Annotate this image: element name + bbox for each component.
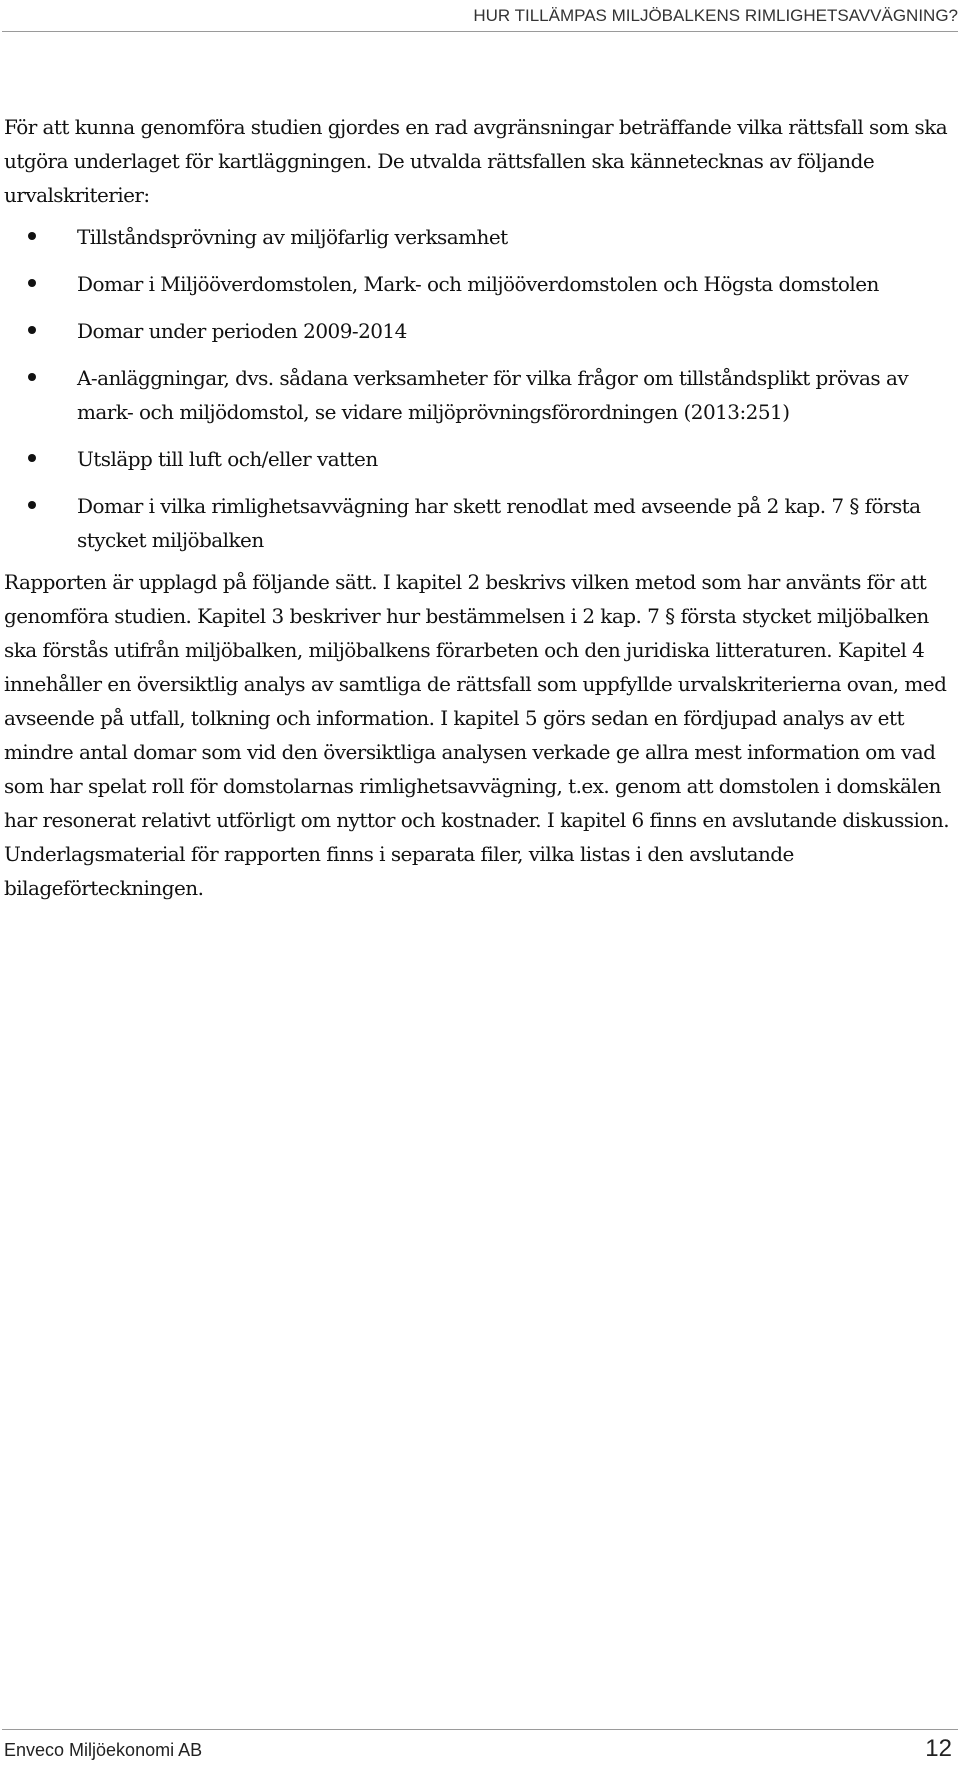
page-header xyxy=(0,0,960,42)
header-divider xyxy=(2,31,958,32)
criterion-text: A-anläggningar, dvs. sådana verksamheter för vilka frågor om tillståndsplikt prövas av mark- och miljödomstol, se vidare miljöprövningsförordningen (2013:251) xyxy=(77,366,909,424)
list-item xyxy=(4,489,950,557)
outline-paragraph: Rapporten är upplagd på följande sätt. I kapitel 2 beskrivs vilken metod som har använts för att genomföra studien. Kapitel 3 beskriver hur bestämmelsen i 2 kap. 7 § första stycket miljöbalken ska förstås utifrån miljöbalken, miljöbalkens förarbeten och den juridiska litteraturen. Kapitel 4 innehåller en översiktlig analys av samtliga de rättsfall som uppfyllde urvalskriterierna ovan, med avseende på utfall, tolkning och information. I kapitel 5 görs sedan en fördjupad analys av ett mindre antal domar som vid den översiktliga analysen verkade ge allra mest information om vad som har spelat roll för domstolarnas rimlighetsavvägning, t.ex. genom att domstolen i domskälen har resonerat relativt utförligt om nyttor och kostnader. I kapitel 6 finns en avslutande diskussion. Underlagsmaterial för rapporten finns i separata filer, vilka listas i den avslutande bilageförteckningen. xyxy=(4,570,949,900)
bullet-icon xyxy=(28,501,36,509)
company-name: Enveco Miljöekonomi AB xyxy=(4,1740,203,1760)
criteria-list xyxy=(4,220,950,557)
criterion-text: Domar i vilka rimlighetsavvägning har skett renodlat med avseende på 2 kap. 7 § första stycket miljöbalken xyxy=(77,494,921,552)
criterion-text: Domar i Miljööverdomstolen, Mark- och miljööverdomstolen och Högsta domstolen xyxy=(77,272,879,296)
list-item xyxy=(4,361,950,429)
bullet-icon xyxy=(28,279,36,287)
document-body xyxy=(4,110,950,905)
footer-divider xyxy=(2,1729,958,1730)
criterion-text: Utsläpp till luft och/eller vatten xyxy=(77,447,378,471)
bullet-icon xyxy=(28,232,36,240)
page-number: 12 xyxy=(925,1735,952,1762)
intro-paragraph: För att kunna genomföra studien gjordes en rad avgränsningar beträffande vilka rättsfall som ska utgöra underlaget för kartläggningen. De utvalda rättsfallen ska kännetecknas av följande urvalskriterier: xyxy=(4,115,948,207)
list-item xyxy=(4,314,950,348)
list-item xyxy=(4,267,950,301)
list-item xyxy=(4,442,950,476)
list-item xyxy=(4,220,950,254)
bullet-icon xyxy=(28,373,36,381)
page-footer xyxy=(0,1712,960,1768)
running-header-title: HUR TILLÄMPAS MILJÖBALKENS RIMLIGHETSAVVÄGNING? xyxy=(473,6,958,25)
criterion-text: Domar under perioden 2009-2014 xyxy=(77,319,407,343)
bullet-icon xyxy=(28,454,36,462)
bullet-icon xyxy=(28,326,36,334)
criterion-text: Tillståndsprövning av miljöfarlig verksamhet xyxy=(77,225,508,249)
